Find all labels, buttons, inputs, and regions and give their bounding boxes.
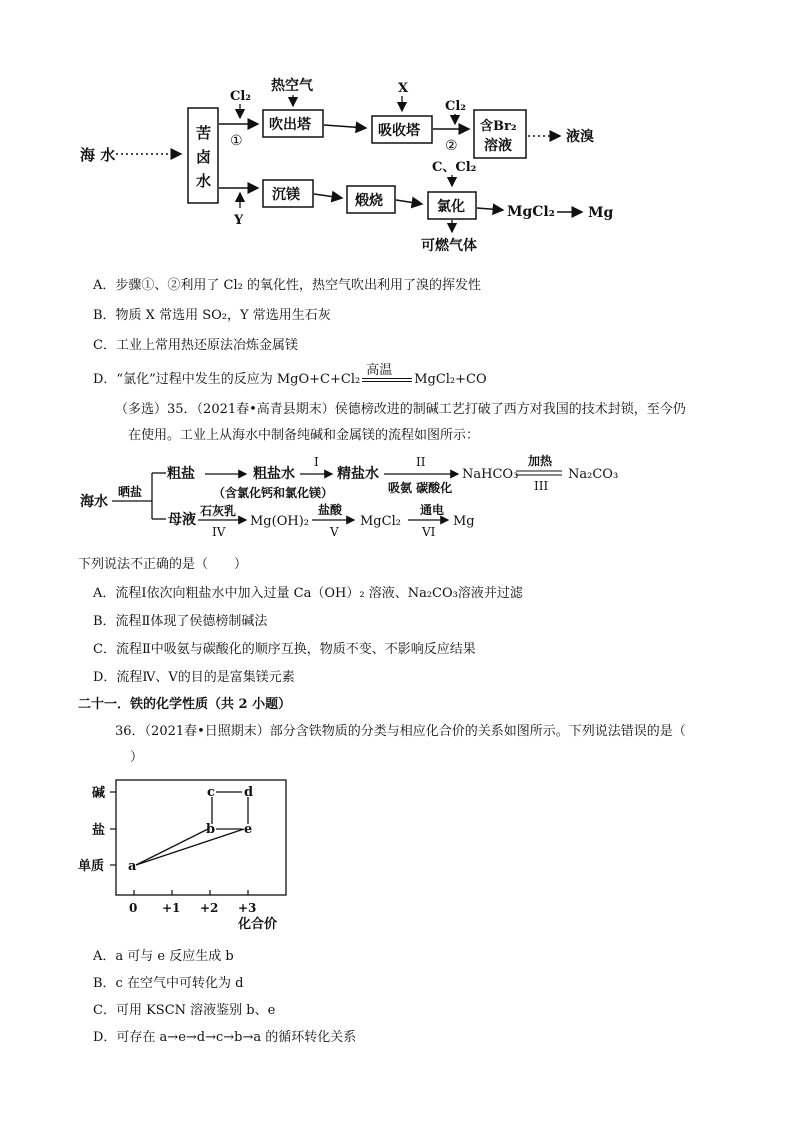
cl2-label-2: Cl₂	[445, 99, 466, 114]
y-label-base: 碱	[92, 786, 106, 801]
q34-option-c: C．工业上常用热还原法冶炼金属镁	[93, 338, 298, 353]
nh3-co2-label: 吸氨 碳酸化	[388, 481, 453, 495]
bittern-char-2: 卤	[196, 148, 212, 166]
mgcl2-label: MgCl₂	[507, 204, 555, 220]
na2co3-label: Na₂CO₃	[568, 467, 619, 482]
q35-question-stem: 下列说法不正确的是（ ）	[78, 557, 248, 572]
step-ii-label: II	[416, 455, 426, 469]
sun-dry-label: 晒盐	[118, 485, 143, 499]
blow-tower-label: 吹出塔	[269, 117, 311, 133]
q36-option-c: C．可用 KSCN 溶液鉴别 b、e	[93, 1003, 276, 1018]
high-temp-condition: 高温	[366, 362, 393, 378]
point-a: a	[128, 859, 137, 874]
x-tick-3: +3	[238, 901, 257, 915]
crude-salt-label: 粗盐	[167, 466, 195, 482]
step-iv-label: IV	[212, 525, 226, 539]
x-axis-label: 化合价	[238, 917, 278, 932]
mgoh2-label: Mg(OH)₂	[250, 514, 309, 529]
x-tick-1: +1	[162, 901, 181, 915]
q34-option-a: A．步骤①、②利用了 Cl₂ 的氧化性，热空气吹出利用了溴的挥发性	[93, 278, 481, 293]
bittern-char-3: 水	[196, 172, 212, 190]
calcine-label: 煅烧	[355, 193, 383, 209]
electrolysis-label: 通电	[420, 503, 445, 517]
q36-option-d: D．可存在 a→e→d→c→b→a 的循环转化关系	[93, 1030, 357, 1045]
y-label-element: 单质	[78, 859, 105, 874]
step-vi-label: VI	[422, 525, 436, 539]
cl2-label-1: Cl₂	[230, 89, 251, 104]
nahco3-label: NaHCO₃	[462, 467, 519, 482]
q34-option-d-text: D．“氯化”过程中发生的反应为 MgO+C+Cl₂	[93, 372, 361, 387]
q35-option-d: D．流程Ⅳ、Ⅴ的目的是富集镁元素	[93, 670, 295, 685]
q35-option-a: A．流程Ⅰ依次向粗盐水中加入过量 Ca（OH）₂ 溶液、Na₂CO₃溶液并过滤	[93, 586, 523, 601]
hot-air-label: 热空气	[271, 78, 313, 94]
point-d: d	[244, 785, 254, 800]
point-e: e	[244, 822, 253, 837]
soda-and-magnesium-flowchart	[0, 448, 794, 548]
impurity-note: （含氯化钙和氯化镁）	[213, 486, 334, 500]
iron-valence-classification-graph	[70, 772, 310, 932]
q36-stem-line1: 36．（2021春•日照期末）部分含铁物质的分类与相应化合价的关系如图所示。下列说法错误的是（	[115, 724, 686, 739]
flammable-gas-label: 可燃气体	[421, 238, 477, 254]
section-heading: 二十一．铁的化学性质（共 2 小题）	[78, 697, 292, 712]
q34-option-b: B．物质 X 常选用 SO₂，Y 常选用生石灰	[93, 308, 331, 323]
mg-2-label: Mg	[453, 514, 475, 529]
br2-line-2: 溶液	[484, 138, 512, 154]
precip-mg-label: 沉镁	[272, 187, 300, 203]
q34-option-d-product: MgCl₂+CO	[414, 372, 487, 387]
q35-stem-line1: （多选）35．（2021春•高青县期末）侯德榜改进的制碱工艺打破了西方对我国的技术封锁，至今仍	[115, 402, 686, 417]
q36-option-a: A．a 可与 e 反应生成 b	[93, 949, 234, 964]
point-b: b	[206, 822, 216, 837]
q36-option-b: B．c 在空气中可转化为 d	[93, 976, 244, 991]
lime-milk-label: 石灰乳	[200, 504, 237, 518]
x-tick-2: +2	[200, 901, 219, 915]
step-2-label: ②	[445, 138, 458, 154]
mother-liquor-label: 母液	[168, 512, 196, 528]
y-label: Y	[234, 213, 244, 228]
seawater-bromine-magnesium-flowchart	[0, 0, 794, 270]
x-label: X	[398, 81, 409, 96]
liquid-bromine-label: 液溴	[566, 129, 594, 145]
point-c: c	[207, 785, 215, 800]
refined-brine-label: 精盐水	[337, 466, 379, 482]
step-iii-label: III	[534, 479, 549, 493]
high-temp-equals-sign	[360, 362, 414, 387]
step-i-label: I	[314, 455, 319, 469]
step-1-label: ①	[230, 133, 243, 149]
x-tick-0: 0	[129, 901, 138, 915]
heat-label: 加热	[528, 454, 553, 468]
mg-label: Mg	[588, 205, 614, 221]
q35-stem-line2: 在使用。工业上从海水中制备纯碱和金属镁的流程如图所示：	[128, 428, 480, 443]
step-v-label: V	[330, 525, 339, 539]
q35-option-c: C．流程Ⅱ中吸氨与碳酸化的顺序互换，物质不变、不影响反应结果	[93, 642, 476, 657]
crude-brine-label: 粗盐水	[253, 466, 295, 482]
br2-line-1: 含Br₂	[480, 119, 517, 134]
q35-option-b: B．流程Ⅱ体现了侯德榜制碱法	[93, 614, 268, 629]
hcl-label: 盐酸	[318, 503, 343, 517]
mgcl2-2-label: MgCl₂	[360, 514, 401, 529]
c-cl2-label: C、Cl₂	[432, 160, 477, 175]
q36-stem-line2: ）	[130, 750, 144, 765]
seawater-label: 海 水	[80, 146, 116, 164]
bittern-char-1: 苦	[196, 124, 212, 142]
chlorinate-label: 氯化	[437, 199, 465, 215]
absorb-tower-label: 吸收塔	[378, 123, 420, 139]
q34-option-d	[93, 362, 487, 387]
y-label-salt: 盐	[92, 823, 106, 838]
seawater2-label: 海水	[80, 494, 108, 510]
